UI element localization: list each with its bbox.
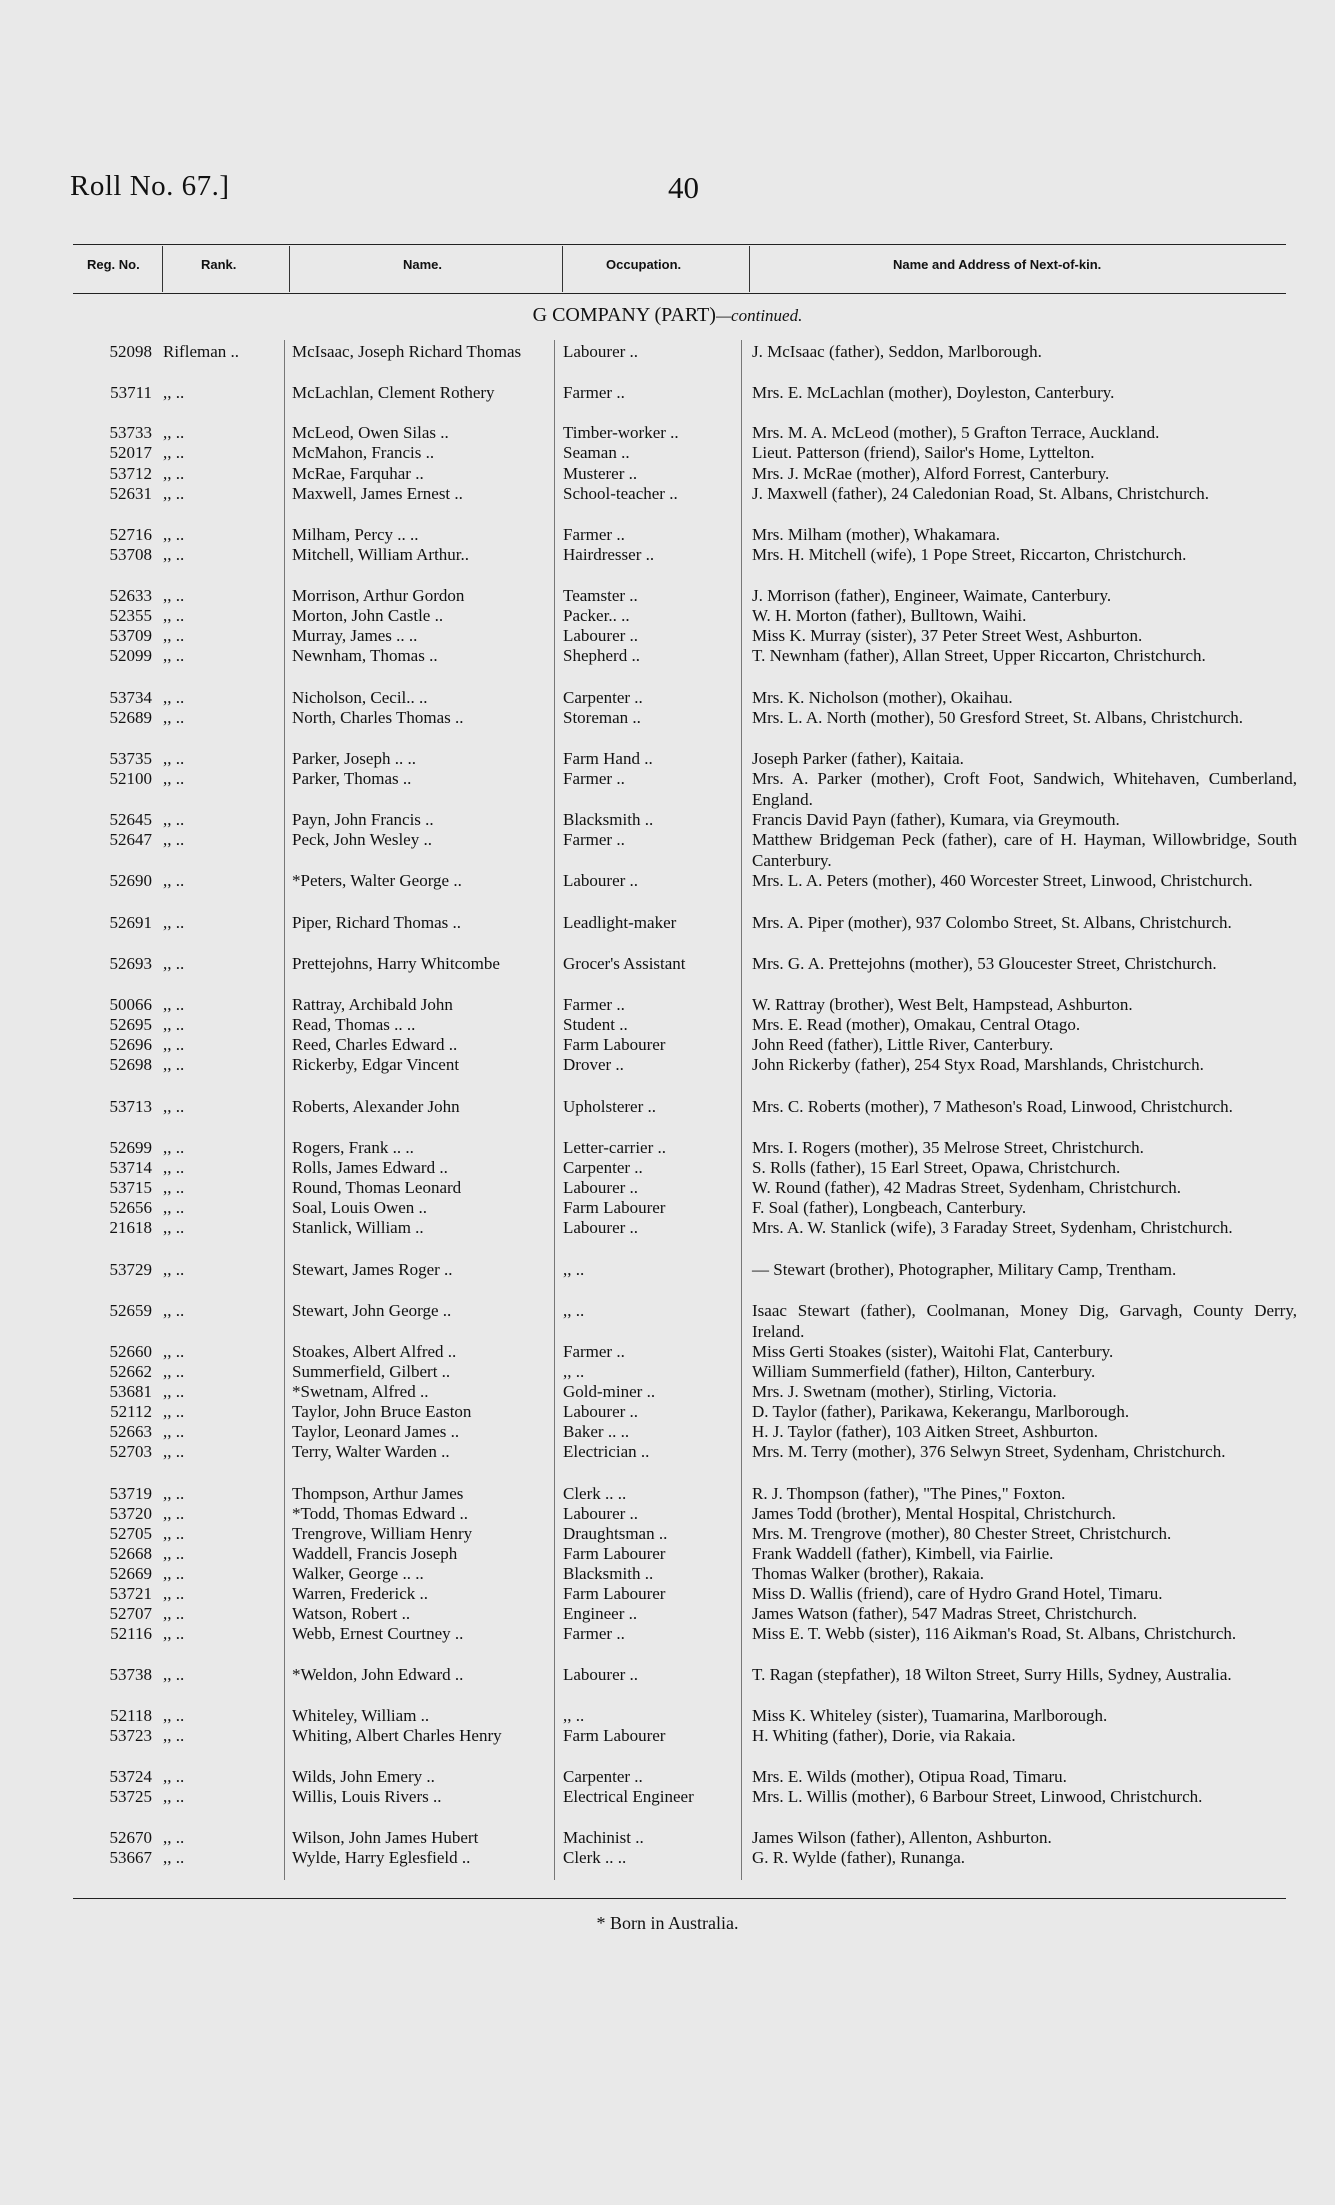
soldier-name: Whiteley, William .. [292,1706,430,1725]
next-of-kin: Mrs. M. Trengrove (mother), 80 Chester Street, Christchurch. [752,1524,1172,1543]
reg-number: 21618 [109,1218,152,1237]
rank: ,, .. [163,1604,185,1623]
rank: ,, .. [163,1198,185,1217]
reg-number: 52696 [109,1035,152,1054]
next-of-kin: Mrs. G. A. Prettejohns (mother), 53 Gloucester Street, Christchurch. [752,954,1217,973]
next-of-kin: J. Morrison (father), Engineer, Waimate, Canterbury. [752,586,1112,605]
soldier-name: Round, Thomas Leonard [292,1178,462,1197]
column-header-next-of-kin: Name and Address of Next-of-kin. [893,257,1102,272]
soldier-name: Milham, Percy .. .. [292,525,419,544]
rank: ,, .. [163,1706,185,1725]
rank: ,, .. [163,423,185,442]
soldier-name: Walker, George .. .. [292,1564,424,1583]
next-of-kin: Francis David Payn (father), Kumara, via Greymouth. [752,810,1120,829]
reg-number: 53729 [109,1260,152,1279]
soldier-name: Whiting, Albert Charles Henry [292,1726,502,1745]
occupation: Leadlight-maker [563,913,677,932]
soldier-name: Rattray, Archibald John [292,995,453,1014]
rank: ,, .. [163,708,185,727]
reg-number: 53734 [109,688,152,707]
reg-number: 52699 [109,1138,152,1157]
soldier-name: McLeod, Owen Silas .. [292,423,449,442]
reg-number: 53708 [109,545,152,564]
reg-number: 53709 [109,626,152,645]
reg-number: 53721 [109,1584,152,1603]
column-header [73,245,1286,293]
next-of-kin: H. Whiting (father), Dorie, via Rakaia. [752,1726,1016,1745]
rank: ,, .. [163,1158,185,1177]
soldier-name: Wilds, John Emery .. [292,1767,435,1786]
soldier-name: McRae, Farquhar .. [292,464,424,483]
occupation: ,, .. [563,1706,585,1725]
soldier-name: Prettejohns, Harry Whitcombe [292,954,500,973]
reg-number: 53681 [109,1382,152,1401]
page-number: 40 [668,170,699,205]
reg-number: 52647 [109,830,152,849]
occupation: Letter-carrier .. [563,1138,666,1157]
rank: ,, .. [163,1218,185,1237]
footnote: * Born in Australia. [596,1913,739,1933]
reg-number: 52669 [109,1564,152,1583]
reg-number: 52116 [110,1624,152,1643]
occupation: Grocer's Assistant [563,954,686,973]
occupation: Labourer .. [563,1665,639,1684]
column-header-reg: Reg. No. [87,257,140,272]
occupation: Farmer .. [563,1624,625,1643]
rank: ,, .. [163,871,185,890]
reg-number: 53714 [109,1158,152,1177]
soldier-name: Wilson, John James Hubert [292,1828,479,1847]
soldier-name: McMahon, Francis .. [292,443,435,462]
section-heading [0,304,1335,327]
rank: ,, .. [163,464,185,483]
rank: ,, .. [163,1402,185,1421]
column-rule [284,340,285,1880]
occupation: ,, .. [563,1260,585,1279]
occupation: Farmer .. [563,995,625,1014]
rank: ,, .. [163,1504,185,1523]
reg-number: 52017 [109,443,152,462]
reg-number: 52631 [109,484,152,503]
soldier-name: McIsaac, Joseph Richard Thomas [292,342,522,361]
rank: ,, .. [163,586,185,605]
next-of-kin: Mrs. J. McRae (mother), Alford Forrest, Canterbury. [752,464,1110,483]
header-divider [562,246,563,292]
rank: ,, .. [163,525,185,544]
soldier-name: Rogers, Frank .. .. [292,1138,414,1157]
reg-number: 52660 [109,1342,152,1361]
next-of-kin: Mrs. I. Rogers (mother), 35 Melrose Street, Christchurch. [752,1138,1144,1157]
reg-number: 53723 [109,1726,152,1745]
soldier-name: Piper, Richard Thomas .. [292,913,461,932]
soldier-name: Parker, Thomas .. [292,769,412,788]
soldier-name: Wylde, Harry Eglesfield .. [292,1848,471,1867]
soldier-name: Summerfield, Gilbert .. [292,1362,451,1381]
next-of-kin: R. J. Thompson (father), "The Pines," Foxton. [752,1484,1066,1503]
next-of-kin: John Reed (father), Little River, Canterbury. [752,1035,1054,1054]
occupation: Baker .. .. [563,1422,630,1441]
rank: ,, .. [163,1584,185,1603]
occupation: Machinist .. [563,1828,644,1847]
occupation: Farmer .. [563,1342,625,1361]
occupation: Farmer .. [563,830,625,849]
soldier-name: Stewart, James Roger .. [292,1260,453,1279]
reg-number: 52689 [109,708,152,727]
rank: ,, .. [163,626,185,645]
column-header-name: Name. [403,257,443,272]
occupation: Farm Labourer [563,1726,666,1745]
next-of-kin: James Watson (father), 547 Madras Street, Christchurch. [752,1604,1137,1623]
reg-number: 52112 [110,1402,152,1421]
header-rule-bottom [73,293,1286,294]
reg-number: 52656 [109,1198,152,1217]
roll-number: Roll No. 67.] [70,170,230,202]
occupation: Timber-worker .. [563,423,679,442]
next-of-kin: Mrs. A. W. Stanlick (wife), 3 Faraday Street, Sydenham, Christchurch. [752,1218,1233,1237]
soldier-name: McLachlan, Clement Rothery [292,383,495,402]
occupation: Storeman .. [563,708,641,727]
soldier-name: Morrison, Arthur Gordon [292,586,465,605]
next-of-kin: J. Maxwell (father), 24 Caledonian Road, St. Albans, Christchurch. [752,484,1210,503]
soldier-name: Terry, Walter Warden .. [292,1442,450,1461]
soldier-name: Watson, Robert .. [292,1604,411,1623]
occupation: Farmer .. [563,769,625,788]
column-rule [741,340,742,1880]
rank: ,, .. [163,1178,185,1197]
next-of-kin: — Stewart (brother), Photographer, Military Camp, Trentham. [752,1260,1177,1279]
occupation: Electrical Engineer [563,1787,694,1806]
occupation: ,, .. [563,1301,585,1320]
rank: ,, .. [163,1097,185,1116]
rank: ,, .. [163,1665,185,1684]
occupation: Clerk .. .. [563,1848,627,1867]
rank: ,, .. [163,1787,185,1806]
reg-number: 52645 [109,810,152,829]
next-of-kin: James Wilson (father), Allenton, Ashburton. [752,1828,1052,1847]
occupation: Drover .. [563,1055,624,1074]
soldier-name: *Swetnam, Alfred .. [292,1382,429,1401]
reg-number: 53712 [109,464,152,483]
occupation: Farm Labourer [563,1035,666,1054]
soldier-name: *Todd, Thomas Edward .. [292,1504,469,1523]
next-of-kin: Mrs. K. Nicholson (mother), Okaihau. [752,688,1013,707]
next-of-kin: Mrs. E. McLachlan (mother), Doyleston, Canterbury. [752,383,1115,402]
next-of-kin: John Rickerby (father), 254 Styx Road, Marshlands, Christchurch. [752,1055,1204,1074]
soldier-name: Taylor, Leonard James .. [292,1422,460,1441]
soldier-name: Read, Thomas .. .. [292,1015,416,1034]
next-of-kin: Mrs. M. Terry (mother), 376 Selwyn Street, Sydenham, Christchurch. [752,1442,1226,1461]
reg-number: 53715 [109,1178,152,1197]
rank: ,, .. [163,1422,185,1441]
next-of-kin: Mrs. Milham (mother), Whakamara. [752,525,1001,544]
rank: ,, .. [163,1484,185,1503]
occupation: Labourer .. [563,342,639,361]
next-of-kin: Mrs. A. Parker (mother), Croft Foot, Sandwich, Whitehaven, Cumberland, England. [752,769,1297,809]
occupation: Labourer .. [563,1504,639,1523]
occupation: Seaman .. [563,443,630,462]
occupation: Student .. [563,1015,628,1034]
reg-number: 52662 [109,1362,152,1381]
reg-number: 53711 [110,383,152,402]
section-continued: —continued. [715,306,803,325]
next-of-kin: W. Round (father), 42 Madras Street, Sydenham, Christchurch. [752,1178,1182,1197]
rank: ,, .. [163,1015,185,1034]
occupation: Labourer .. [563,626,639,645]
occupation: Carpenter .. [563,1158,643,1177]
rank: ,, .. [163,1624,185,1643]
next-of-kin: T. Newnham (father), Allan Street, Upper Riccarton, Christchurch. [752,646,1206,665]
reg-number: 52118 [110,1706,152,1725]
reg-number: 52705 [109,1524,152,1543]
rank: ,, .. [163,1442,185,1461]
next-of-kin: Mrs. L. A. Peters (mother), 460 Worcester Street, Linwood, Christchurch. [752,871,1253,890]
rank: ,, .. [163,383,185,402]
reg-number: 53719 [109,1484,152,1503]
footer-rule [73,1898,1286,1899]
rank: ,, .. [163,688,185,707]
rank: ,, .. [163,995,185,1014]
occupation: Carpenter .. [563,1767,643,1786]
next-of-kin: D. Taylor (father), Parikawa, Kekerangu, Marlborough. [752,1402,1130,1421]
reg-number: 52693 [109,954,152,973]
occupation: Draughtsman .. [563,1524,668,1543]
column-header-occupation: Occupation. [606,257,682,272]
rank: ,, .. [163,1564,185,1583]
soldier-name: Nicholson, Cecil.. .. [292,688,428,707]
occupation: Shepherd .. [563,646,640,665]
next-of-kin: F. Soal (father), Longbeach, Canterbury. [752,1198,1027,1217]
rank: ,, .. [163,443,185,462]
soldier-name: Murray, James .. .. [292,626,418,645]
rank: ,, .. [163,954,185,973]
next-of-kin: Lieut. Patterson (friend), Sailor's Home, Lyttelton. [752,443,1095,462]
occupation: Farm Labourer [563,1544,666,1563]
column-rule [554,340,555,1880]
next-of-kin: Miss K. Murray (sister), 37 Peter Street West, Ashburton. [752,626,1143,645]
rank: ,, .. [163,1362,185,1381]
column-header-rank: Rank. [201,257,237,272]
rank: ,, .. [163,1767,185,1786]
reg-number: 52690 [109,871,152,890]
soldier-name: Morton, John Castle .. [292,606,444,625]
reg-number: 52659 [109,1301,152,1320]
occupation: Electrician .. [563,1442,650,1461]
rank: ,, .. [163,545,185,564]
rank: ,, .. [163,1726,185,1745]
occupation: Labourer .. [563,1218,639,1237]
reg-number: 52100 [109,769,152,788]
soldier-name: Thompson, Arthur James [292,1484,464,1503]
soldier-name: Roberts, Alexander John [292,1097,460,1116]
soldier-name: Stanlick, William .. [292,1218,424,1237]
occupation: Carpenter .. [563,688,643,707]
rank: ,, .. [163,913,185,932]
occupation: Blacksmith .. [563,1564,654,1583]
next-of-kin: James Todd (brother), Mental Hospital, Christchurch. [752,1504,1116,1523]
reg-number: 53735 [109,749,152,768]
reg-number: 50066 [109,995,152,1014]
reg-number: 52355 [109,606,152,625]
reg-number: 52698 [109,1055,152,1074]
next-of-kin: Miss K. Whiteley (sister), Tuamarina, Marlborough. [752,1706,1108,1725]
soldier-name: *Peters, Walter George .. [292,871,462,890]
next-of-kin: Mrs. E. Read (mother), Omakau, Central Otago. [752,1015,1081,1034]
occupation: Farm Labourer [563,1198,666,1217]
next-of-kin: Matthew Bridgeman Peck (father), care of H. Hayman, Willowbridge, South Canterbury. [752,830,1297,870]
soldier-name: Taylor, John Bruce Easton [292,1402,472,1421]
next-of-kin: Mrs. J. Swetnam (mother), Stirling, Victoria. [752,1382,1057,1401]
rank: ,, .. [163,1260,185,1279]
next-of-kin: T. Ragan (stepfather), 18 Wilton Street, Surry Hills, Sydney, Australia. [752,1665,1232,1684]
rank: ,, .. [163,1544,185,1563]
soldier-name: Rickerby, Edgar Vincent [292,1055,460,1074]
soldier-name: Warren, Frederick .. [292,1584,428,1603]
header-divider [749,246,750,292]
rank: ,, .. [163,646,185,665]
occupation: Farm Labourer [563,1584,666,1603]
next-of-kin: Mrs. H. Mitchell (wife), 1 Pope Street, Riccarton, Christchurch. [752,545,1187,564]
rank: Rifleman .. [163,342,240,361]
soldier-name: Mitchell, William Arthur.. [292,545,470,564]
occupation: Clerk .. .. [563,1484,627,1503]
next-of-kin: H. J. Taylor (father), 103 Aitken Street, Ashburton. [752,1422,1098,1441]
soldier-name: Trengrove, William Henry [292,1524,473,1543]
next-of-kin: W. H. Morton (father), Bulltown, Waihi. [752,606,1027,625]
rank: ,, .. [163,1301,185,1320]
rank: ,, .. [163,769,185,788]
occupation: Upholsterer .. [563,1097,657,1116]
rank: ,, .. [163,1055,185,1074]
rank: ,, .. [163,810,185,829]
next-of-kin: Isaac Stewart (father), Coolmanan, Money Dig, Garvagh, County Derry, Ireland. [752,1301,1297,1341]
rank: ,, .. [163,484,185,503]
reg-number: 53720 [109,1504,152,1523]
occupation: Blacksmith .. [563,810,654,829]
reg-number: 52668 [109,1544,152,1563]
reg-number: 52691 [109,913,152,932]
soldier-name: Rolls, James Edward .. [292,1158,448,1177]
next-of-kin: Mrs. M. A. McLeod (mother), 5 Grafton Terrace, Auckland. [752,423,1160,442]
soldier-name: Maxwell, James Ernest .. [292,484,463,503]
reg-number: 52716 [109,525,152,544]
rank: ,, .. [163,1035,185,1054]
rank: ,, .. [163,1828,185,1847]
next-of-kin: Miss E. T. Webb (sister), 116 Aikman's Road, St. Albans, Christchurch. [752,1624,1237,1643]
soldier-name: Peck, John Wesley .. [292,830,432,849]
occupation: Musterer .. [563,464,638,483]
occupation: Farmer .. [563,525,625,544]
occupation: Farmer .. [563,383,625,402]
next-of-kin: Mrs. A. Piper (mother), 937 Colombo Street, St. Albans, Christchurch. [752,913,1232,932]
next-of-kin: G. R. Wylde (father), Runanga. [752,1848,965,1867]
soldier-name: Parker, Joseph .. .. [292,749,416,768]
reg-number: 52670 [109,1828,152,1847]
occupation: School-teacher .. [563,484,678,503]
occupation: Gold-miner .. [563,1382,656,1401]
rank: ,, .. [163,749,185,768]
reg-number: 53713 [109,1097,152,1116]
reg-number: 52703 [109,1442,152,1461]
soldier-name: Stewart, John George .. [292,1301,452,1320]
occupation: Farm Hand .. [563,749,653,768]
soldier-name: Reed, Charles Edward .. [292,1035,458,1054]
reg-number: 53725 [109,1787,152,1806]
reg-number: 52663 [109,1422,152,1441]
header-divider [289,246,290,292]
reg-number: 52695 [109,1015,152,1034]
occupation: Hairdresser .. [563,545,655,564]
occupation: ,, .. [563,1362,585,1381]
soldier-name: Webb, Ernest Courtney .. [292,1624,464,1643]
soldier-name: Waddell, Francis Joseph [292,1544,458,1563]
occupation: Engineer .. [563,1604,638,1623]
reg-number: 53667 [109,1848,152,1867]
next-of-kin: Mrs. E. Wilds (mother), Otipua Road, Timaru. [752,1767,1067,1786]
occupation: Teamster .. [563,586,638,605]
rank: ,, .. [163,606,185,625]
next-of-kin: Joseph Parker (father), Kaitaia. [752,749,964,768]
rank: ,, .. [163,1848,185,1867]
next-of-kin: S. Rolls (father), 15 Earl Street, Opawa, Christchurch. [752,1158,1121,1177]
reg-number: 53733 [109,423,152,442]
next-of-kin: Mrs. C. Roberts (mother), 7 Matheson's Road, Linwood, Christchurch. [752,1097,1233,1116]
soldier-name: Willis, Louis Rivers .. [292,1787,442,1806]
section-title: G COMPANY (PART) [532,304,716,326]
reg-number: 53738 [109,1665,152,1684]
soldier-name: North, Charles Thomas .. [292,708,464,727]
reg-number: 52098 [109,342,152,361]
reg-number: 52633 [109,586,152,605]
next-of-kin: Mrs. L. Willis (mother), 6 Barbour Street, Linwood, Christchurch. [752,1787,1203,1806]
next-of-kin: William Summerfield (father), Hilton, Canterbury. [752,1362,1096,1381]
occupation: Labourer .. [563,1402,639,1421]
next-of-kin: W. Rattray (brother), West Belt, Hampstead, Ashburton. [752,995,1133,1014]
next-of-kin: Thomas Walker (brother), Rakaia. [752,1564,984,1583]
rank: ,, .. [163,830,185,849]
header-divider [162,246,163,292]
soldier-name: *Weldon, John Edward .. [292,1665,464,1684]
rank: ,, .. [163,1138,185,1157]
soldier-name: Stoakes, Albert Alfred .. [292,1342,457,1361]
next-of-kin: Mrs. L. A. North (mother), 50 Gresford Street, St. Albans, Christchurch. [752,708,1244,727]
reg-number: 52099 [109,646,152,665]
rank: ,, .. [163,1524,185,1543]
rank: ,, .. [163,1382,185,1401]
soldier-name: Newnham, Thomas .. [292,646,438,665]
reg-number: 53724 [109,1767,152,1786]
rank: ,, .. [163,1342,185,1361]
next-of-kin: J. McIsaac (father), Seddon, Marlborough. [752,342,1042,361]
soldier-name: Soal, Louis Owen .. [292,1198,428,1217]
next-of-kin: Miss D. Wallis (friend), care of Hydro Grand Hotel, Timaru. [752,1584,1163,1603]
occupation: Labourer .. [563,1178,639,1197]
occupation: Packer.. .. [563,606,630,625]
next-of-kin: Miss Gerti Stoakes (sister), Waitohi Flat, Canterbury. [752,1342,1114,1361]
reg-number: 52707 [109,1604,152,1623]
occupation: Labourer .. [563,871,639,890]
soldier-name: Payn, John Francis .. [292,810,434,829]
next-of-kin: Frank Waddell (father), Kimbell, via Fairlie. [752,1544,1054,1563]
